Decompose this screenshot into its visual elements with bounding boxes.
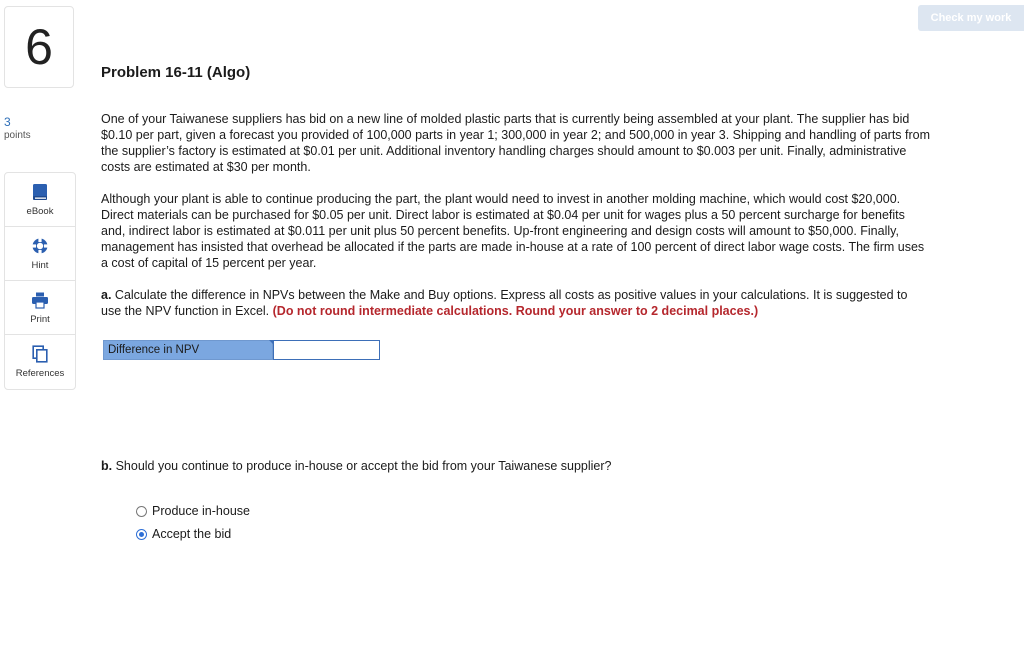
option-produce-in-house-label: Produce in-house — [152, 504, 250, 518]
points-value: 3 — [4, 115, 11, 129]
print-button[interactable] — [5, 281, 75, 335]
option-produce-in-house[interactable] — [136, 503, 250, 519]
points-label: points — [4, 129, 31, 141]
printer-icon — [31, 291, 49, 309]
part-b-text: Should you continue to produce in-house or accept the bid from your Taiwanese supplier? — [112, 459, 612, 473]
part-b-options — [136, 503, 250, 549]
book-icon — [31, 183, 49, 201]
print-label: Print — [30, 313, 50, 325]
hint-label: Hint — [31, 259, 49, 271]
problem-paragraph-2: Although your plant is able to continue producing the part, the plant would need to invest in another molding machine, which would cost $20,000. Direct materials can be purchased for $0.05 per unit. Direct labor is estimated at $0.04 per unit for wages plus a 50 percent surcharge for benefits and, indirect labor is estimated at $0.011 per unit plus 50 percent benefits. Up-front engineering and design costs will amount to $50,000. Finally, management has insisted that overhead be allocated if the parts are made in-house at a rate of 100 percent of direct labor wage costs. The firm uses a cost of capital of 15 percent per year. — [101, 192, 925, 270]
part-b-question — [101, 458, 931, 474]
option-accept-the-bid-label: Accept the bid — [152, 527, 232, 541]
check-my-work-button[interactable]: Check my work — [918, 5, 1024, 31]
ebook-button[interactable] — [5, 173, 75, 227]
part-b-prefix: b. — [101, 459, 113, 473]
hint-button[interactable] — [5, 227, 75, 281]
references-label: References — [15, 368, 65, 379]
difference-in-npv-label: Difference in NPV — [103, 340, 273, 360]
question-number: 6 — [25, 19, 53, 75]
option-accept-the-bid[interactable] — [136, 526, 250, 542]
part-a-question — [101, 287, 931, 319]
documents-icon — [31, 345, 49, 363]
problem-title: Problem 16-11 (Algo) — [101, 64, 251, 81]
part-a-instruction: (Do not round intermediate calculations. Round your answer to 2 decimal places.) — [272, 304, 759, 318]
points-display — [4, 116, 31, 141]
answer-row-npv — [103, 340, 380, 360]
part-a-prefix: a. — [101, 288, 112, 302]
tools-panel — [4, 172, 76, 390]
lifebuoy-icon — [31, 237, 49, 255]
question-number-box — [4, 6, 74, 88]
ebook-label: eBook — [26, 205, 54, 217]
radio-accept-the-bid[interactable] — [136, 529, 147, 540]
problem-paragraph-1: One of your Taiwanese suppliers has bid on a new line of molded plastic parts that is currently being assembled at your plant. The supplier has bid $0.10 per part, given a forecast you provided of 100,000 parts in year 1; 300,000 in year 2; and 500,000 in year 3. Shipping and handling of parts from the supplier’s factory is estimated at $0.01 per unit. Additional inventory handling charges should amount to $0.003 per unit. Finally, administrative costs are estimated at $30 per month. — [101, 112, 931, 174]
part-a-text: Calculate the difference in NPVs between the Make and Buy options. Express all costs as positive values in your calculations. It is suggested to use the NPV function in Excel. — [101, 288, 908, 318]
references-button[interactable] — [5, 335, 75, 389]
difference-in-npv-input[interactable] — [273, 340, 380, 360]
radio-produce-in-house[interactable] — [136, 506, 147, 517]
